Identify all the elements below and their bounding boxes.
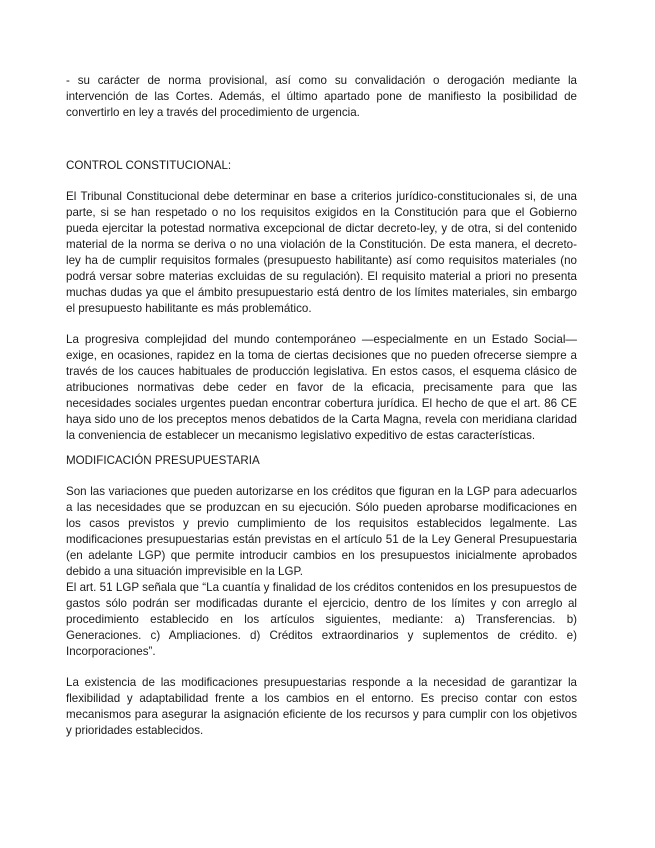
heading-control-constitucional: CONTROL CONSTITUCIONAL:	[66, 159, 232, 172]
heading-modificacion-presupuestaria: MODIFICACIÓN PRESUPUESTARIA	[66, 454, 260, 467]
spacer	[66, 469, 577, 484]
paragraph-control-1: El Tribunal Constitucional debe determinar en base a criterios jurídico-constitucionales si, de una parte, si se han respetado o no los requisitos exigidos en la Constitución para que el Gobierno pueda ejercitar la potestad normativa excepcional de dictar decreto-ley, y de otra, si del contenido material de la norma se deriva o no una violación de la Constitución. De esta manera, el decreto-ley ha de cumplir requisitos formales (presupuesto habilitante) así como requisitos materiales (no podrá versar sobre materias excluidas de su regulación). El requisito material a priori no presenta muchas dudas ya que el ámbito presupuestario está dentro de los límites materiales, sin embargo el presupuesto habilitante es más problemático.	[66, 190, 577, 315]
spacer	[66, 174, 577, 189]
paragraph-modificacion-3: La existencia de las modificaciones presupuestarias responde a la necesidad de garantizar la flexibilidad y adaptabilidad frente a los cambios en el entorno. Es preciso contar con estos mecanismos para asegurar la asignación eficiente de los recursos y para cumplir con los objetivos y prioridades establecidos.	[66, 676, 577, 737]
spacer	[66, 121, 577, 158]
spacer	[66, 660, 577, 675]
document-page	[66, 73, 577, 739]
paragraph-modificacion-1: Son las variaciones que pueden autorizarse en los créditos que figuran en la LGP para adecuarlos a las necesidades que se produzcan en su ejecución. Sólo pueden aprobarse modificaciones en los casos previstos y previo cumplimiento de los requisitos establecidos legalmente. Las modificaciones presupuestarias están previstas en el artículo 51 de la Ley General Presupuestaria (en adelante LGP) que permite introducir cambios en los presupuestos inicialmente aprobados debido a una situación imprevisible en la LGP.	[66, 485, 577, 578]
spacer	[66, 444, 577, 453]
paragraph-intro: - su carácter de norma provisional, así como su convalidación o derogación mediante la intervención de las Cortes. Además, el último apartado pone de manifiesto la posibilidad de convertirlo en ley a través del procedimiento de urgencia.	[66, 74, 577, 119]
paragraph-control-2: La progresiva complejidad del mundo contemporáneo —especialmente en un Estado Social— exige, en ocasiones, rapidez en la toma de ciertas decisiones que no pueden ofrecerse siempre a través de los cauces habituales de producción legislativa. En estos casos, el esquema clásico de atribuciones normativas debe ceder en favor de la eficacia, precisamente para que las necesidades sociales urgentes puedan encontrar cobertura jurídica. El hecho de que el art. 86 CE haya sido uno de los preceptos menos debatidos de la Carta Magna, revela con meridiana claridad la conveniencia de establecer un mecanismo legislativo expeditivo de estas características.	[66, 333, 577, 442]
paragraph-modificacion-2: El art. 51 LGP señala que “La cuantía y finalidad de los créditos contenidos en los presupuestos de gastos sólo podrán ser modificadas durante el ejercicio, dentro de los límites y con arreglo al procedimiento establecido en los artículos siguientes, mediante: a) Transferencias. b) Generaciones. c) Ampliaciones. d) Créditos extraordinarios y suplementos de crédito. e) Incorporaciones”.	[66, 581, 577, 658]
spacer	[66, 317, 577, 332]
